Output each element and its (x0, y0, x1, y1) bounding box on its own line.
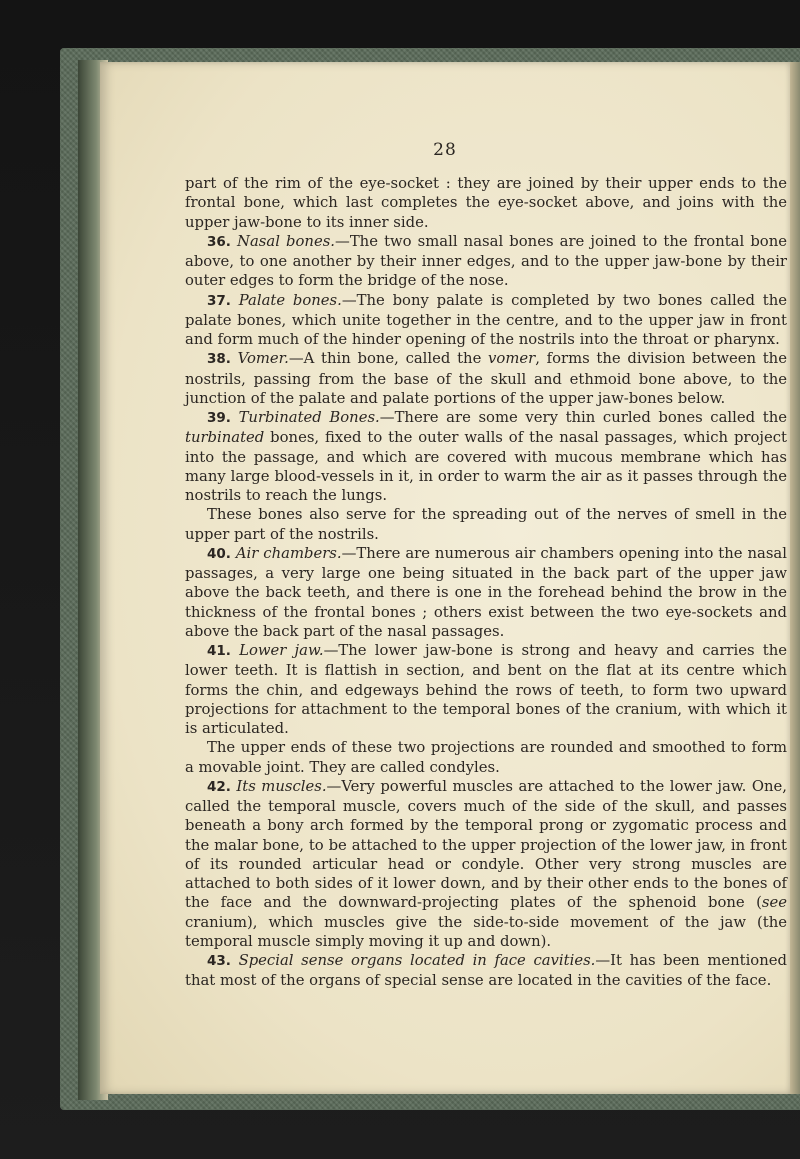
section-heading: Special sense organs located in face cavities. (238, 952, 596, 969)
paragraph-plain (185, 738, 787, 777)
section-heading: Nasal bones. (237, 232, 336, 250)
section-39 (185, 408, 787, 505)
section-text: cranium), which muscles give the side-to-side movement of the jaw (the temporal muscle simply moving it up and down). (185, 913, 787, 950)
section-36 (185, 232, 787, 291)
section-43 (185, 951, 787, 991)
section-text: —The two small nasal bones are joined to the frontal bone above, to one another by their inner edges, and to the upper jaw-bone by their outer edges to form the bridge of the nose. (185, 232, 787, 290)
section-heading: Air chambers. (235, 544, 342, 562)
section-number: 36. (207, 233, 231, 250)
section-41 (185, 641, 787, 738)
section-42 (185, 777, 787, 951)
section-number: 39. (207, 410, 231, 426)
section-text-before: —There are some very thin curled bones called the (379, 409, 787, 426)
italic-term: turbinated (185, 429, 265, 447)
section-heading: Lower jaw. (239, 642, 324, 659)
section-number: 37. (207, 292, 231, 309)
section-number: 43. (207, 953, 231, 969)
paragraph-text: These bones also serve for the spreading out of the nerves of smell in the upper part of the nostrils. (185, 506, 787, 543)
section-text: —The lower jaw-bone is strong and heavy and carries the lower teeth. It is flattish in section, and bent on the flat at its centre which forms the chin, and edgeways behind the rows of teeth, to form two upward projections for attachment to the temporal bones of the cranium, with which it is articulated. (185, 642, 787, 737)
section-number: 41. (207, 643, 231, 659)
paragraph-text: The upper ends of these two projections are rounded and smoothed to form a movable joint. They are called condyles. (185, 739, 787, 776)
section-text: —It has been mentioned that most of the organs of special sense are located in the cavities of the face. (185, 952, 787, 990)
section-number: 38. (207, 351, 231, 368)
italic-term: vomer (488, 350, 536, 368)
section-text-before: —A thin bone, called the (288, 350, 489, 368)
paragraph-text: part of the rim of the eye-socket : they are joined by their upper ends to the frontal bone, which last completes the eye-socket above, and joins with the upper jaw-bone to its inner side. (185, 175, 787, 231)
page-sheet (100, 62, 790, 1094)
section-number: 40. (207, 545, 231, 562)
section-37 (185, 291, 787, 350)
section-heading: Turbinated Bones. (238, 409, 380, 426)
body-text (185, 174, 787, 991)
section-text: —There are numerous air chambers opening into the nasal passages, a very large one being situated in the back part of the upper jaw above the back teeth, and there is one in the forehead behind the brow in the thickness of the frontal bones ; others exist between the two eye-sockets and above the back part of the nasal passages. (185, 544, 787, 640)
page-number: 28 (433, 140, 457, 160)
section-heading: Vomer. (237, 350, 289, 368)
section-heading: Its muscles. (236, 777, 327, 795)
paragraph-continuation (185, 174, 787, 232)
section-text: , forms the division between the nostrils, passing from the base of the skull and ethmoid bone above, to the junction of the palate and palate portions of the upper jaw-bones below. (185, 350, 787, 407)
paragraph-plain (185, 505, 787, 544)
section-text: bones, fixed to the outer walls of the nasal passages, which project into the passage, and which are covered with mucous membrane which has many large blood-vessels in it, in order to warm the air as it passes through the nostrils to reach the lungs. (185, 429, 787, 504)
section-text: —The bony palate is completed by two bones called the palate bones, which unite together in the centre, and to the upper jaw in front and form much of the hinder opening of the nostrils into the throat or pharynx. (185, 291, 787, 348)
section-number: 42. (207, 778, 231, 795)
italic-term: see (761, 894, 787, 912)
section-text-before: —Very powerful muscles are attached to the lower jaw. One, called the temporal muscle, covers much of the side of the skull, and passes beneath a bony arch formed by the temporal prong or zygomatic process and the malar bone, to be attached to the upper projection of the lower jaw, in front of its rounded articular head or condyle. Other very strong muscles are attached to both sides of it lower down, and by their other ends to the bones of the face and the downward-projecting plates of the sphenoid bone ( (185, 777, 787, 912)
section-38 (185, 349, 787, 408)
section-40 (185, 544, 787, 641)
section-heading: Palate bones. (238, 291, 342, 309)
